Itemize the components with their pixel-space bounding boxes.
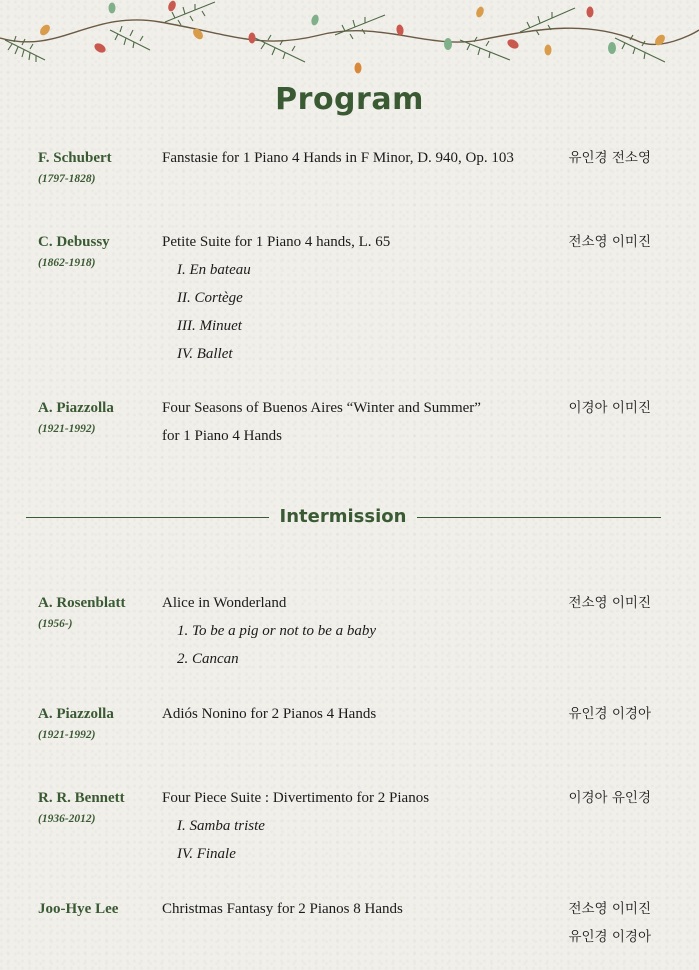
movement: 2. Cancan: [177, 651, 239, 667]
performer-pair: 이경아 이미진: [568, 400, 651, 416]
composer-name: Joo-Hye Lee: [38, 901, 119, 917]
work-title: [162, 589, 376, 673]
performer-pair: 전소영 이미진: [568, 234, 651, 250]
divider-line-left: [26, 517, 269, 518]
performer-pair: 유인경 전소영: [568, 150, 651, 166]
movement: II. Cortège: [177, 290, 243, 306]
performer-pair: 유인경 이경아: [568, 929, 651, 945]
movement: III. Minuet: [177, 318, 242, 334]
composer-years: (1956-): [38, 618, 73, 630]
performers: [568, 394, 651, 422]
performers: [568, 784, 651, 812]
christmas-garland: [0, 0, 699, 80]
string-lights: [38, 0, 667, 73]
program-title: Program: [275, 82, 424, 117]
work-title: [162, 784, 429, 868]
composer-name: A. Piazzolla: [38, 400, 114, 416]
performer-pair: 전소영 이미진: [568, 901, 651, 917]
composer-years: (1862-1918): [38, 257, 96, 269]
work-line: Alice in Wonderland: [162, 595, 287, 611]
composer-years: (1936-2012): [38, 813, 96, 825]
work-title: [162, 228, 390, 368]
performers: [568, 895, 651, 951]
work-line: for 1 Piano 4 Hands: [162, 428, 282, 444]
performers: [568, 228, 651, 256]
work-line: Fanstasie for 1 Piano 4 Hands in F Minor, D. 940, Op. 103: [162, 150, 514, 166]
work-line: Adiós Nonino for 2 Pianos 4 Hands: [162, 706, 377, 722]
divider-line-right: [417, 517, 661, 518]
work-line: Four Seasons of Buenos Aires “Winter and Summer”: [162, 400, 481, 416]
work-line: Christmas Fantasy for 2 Pianos 8 Hands: [162, 901, 403, 917]
composer-name: A. Rosenblatt: [38, 595, 126, 611]
composer-years: (1921-1992): [38, 729, 96, 741]
intermission-divider: [0, 504, 699, 530]
composer-name: R. R. Bennett: [38, 790, 125, 806]
work-line: Four Piece Suite : Divertimento for 2 Pianos: [162, 790, 430, 806]
work-title: [162, 144, 514, 172]
composer-name: C. Debussy: [38, 234, 110, 250]
performer-pair: 이경아 유인경: [568, 790, 651, 806]
composer-name: F. Schubert: [38, 150, 112, 166]
performers: [568, 589, 651, 617]
movement: I. En bateau: [177, 262, 251, 278]
performers: [568, 144, 651, 172]
performer-pair: 전소영 이미진: [568, 595, 651, 611]
work-title: [162, 700, 376, 728]
work-title: [162, 394, 481, 450]
movement: IV. Ballet: [177, 346, 233, 362]
performers: [568, 700, 651, 728]
composer-years: (1921-1992): [38, 423, 96, 435]
movement: 1. To be a pig or not to be a baby: [177, 623, 377, 639]
performer-pair: 유인경 이경아: [568, 706, 651, 722]
intermission-label: Intermission: [279, 506, 407, 527]
work-title: [162, 895, 403, 923]
composer-name: A. Piazzolla: [38, 706, 114, 722]
work-line: Petite Suite for 1 Piano 4 hands, L. 65: [162, 234, 391, 250]
movement: IV. Finale: [177, 846, 236, 862]
composer-years: (1797-1828): [38, 173, 96, 185]
movement: I. Samba triste: [177, 818, 265, 834]
